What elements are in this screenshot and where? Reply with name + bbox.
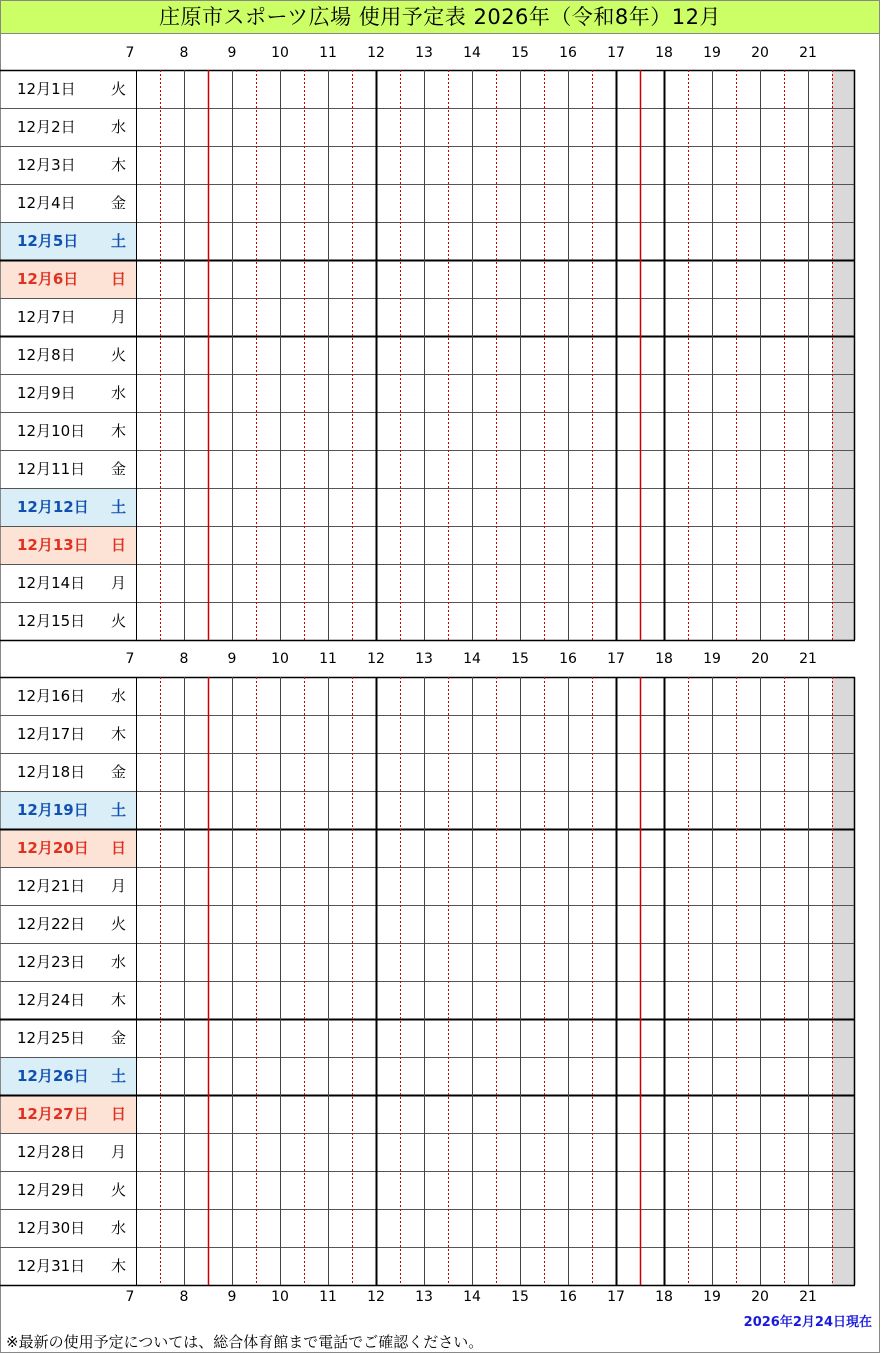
hour-label: 12 bbox=[367, 45, 385, 61]
day-row bbox=[0, 1247, 855, 1285]
day-label bbox=[0, 905, 136, 943]
date-text: 12月13日 bbox=[17, 536, 89, 554]
date-text: 12月2日 bbox=[17, 118, 76, 136]
date-text: 12月12日 bbox=[17, 498, 89, 516]
date-text: 12月7日 bbox=[17, 308, 76, 326]
hour-label: 20 bbox=[751, 45, 769, 61]
date-text: 12月22日 bbox=[17, 915, 86, 933]
hour-label: 17 bbox=[607, 651, 625, 667]
day-row bbox=[0, 450, 855, 488]
day-label bbox=[0, 829, 136, 867]
weekday-text: 金 bbox=[111, 763, 127, 781]
day-label bbox=[0, 791, 136, 829]
hour-label: 21 bbox=[799, 1289, 817, 1305]
day-row bbox=[0, 1057, 855, 1095]
day-label bbox=[0, 753, 136, 791]
hour-label: 16 bbox=[559, 1289, 577, 1305]
weekday-text: 金 bbox=[111, 1029, 127, 1047]
weekday-text: 月 bbox=[111, 308, 127, 326]
day-time-slots bbox=[136, 715, 855, 753]
day-row bbox=[0, 1019, 855, 1057]
weekday-text: 日 bbox=[111, 270, 127, 288]
day-time-slots bbox=[136, 222, 855, 260]
weekday-text: 土 bbox=[111, 1067, 127, 1085]
date-text: 12月26日 bbox=[17, 1067, 89, 1085]
day-label bbox=[0, 222, 136, 260]
hour-label: 14 bbox=[463, 1289, 481, 1305]
day-time-slots bbox=[136, 70, 855, 108]
weekday-text: 火 bbox=[111, 612, 127, 630]
day-label bbox=[0, 715, 136, 753]
date-text: 12月19日 bbox=[17, 801, 89, 819]
weekday-text: 火 bbox=[111, 915, 127, 933]
hour-label: 13 bbox=[415, 651, 433, 667]
date-text: 12月29日 bbox=[17, 1181, 86, 1199]
date-text: 12月16日 bbox=[17, 687, 86, 705]
day-label bbox=[0, 1209, 136, 1247]
day-time-slots bbox=[136, 753, 855, 791]
day-row bbox=[0, 488, 855, 526]
date-text: 12月17日 bbox=[17, 725, 86, 743]
date-text: 12月20日 bbox=[17, 839, 89, 857]
day-row bbox=[0, 829, 855, 867]
day-row bbox=[0, 146, 855, 184]
weekday-text: 日 bbox=[111, 839, 127, 857]
hour-label: 17 bbox=[607, 45, 625, 61]
hour-label: 18 bbox=[655, 651, 673, 667]
weekday-text: 金 bbox=[111, 460, 127, 478]
hour-label: 7 bbox=[125, 1289, 135, 1305]
day-row bbox=[0, 526, 855, 564]
day-row bbox=[0, 184, 855, 222]
footer-note: ※最新の使用予定については、総合体育館まで電話でご確認ください。 bbox=[6, 1333, 484, 1351]
day-time-slots bbox=[136, 905, 855, 943]
date-text: 12月10日 bbox=[17, 422, 86, 440]
hour-label: 10 bbox=[271, 651, 289, 667]
weekday-text: 日 bbox=[111, 536, 127, 554]
day-row bbox=[0, 943, 855, 981]
day-label bbox=[0, 867, 136, 905]
day-time-slots bbox=[136, 791, 855, 829]
hour-header-row bbox=[0, 1287, 880, 1307]
day-label bbox=[0, 260, 136, 298]
hour-label: 15 bbox=[511, 1289, 529, 1305]
day-time-slots bbox=[136, 943, 855, 981]
day-row bbox=[0, 108, 855, 146]
day-label bbox=[0, 488, 136, 526]
date-text: 12月24日 bbox=[17, 991, 86, 1009]
hour-label: 21 bbox=[799, 45, 817, 61]
day-time-slots bbox=[136, 450, 855, 488]
date-text: 12月27日 bbox=[17, 1105, 89, 1123]
hour-label: 16 bbox=[559, 45, 577, 61]
day-label bbox=[0, 602, 136, 640]
day-row bbox=[0, 336, 855, 374]
weekday-text: 木 bbox=[111, 991, 127, 1009]
day-row bbox=[0, 1133, 855, 1171]
day-time-slots bbox=[136, 336, 855, 374]
hour-label: 10 bbox=[271, 45, 289, 61]
hour-label: 8 bbox=[179, 45, 189, 61]
day-label bbox=[0, 1019, 136, 1057]
hour-label: 9 bbox=[227, 45, 237, 61]
day-row bbox=[0, 602, 855, 640]
date-text: 12月30日 bbox=[17, 1219, 86, 1237]
day-time-slots bbox=[136, 1209, 855, 1247]
date-text: 12月1日 bbox=[17, 80, 76, 98]
day-time-slots bbox=[136, 1019, 855, 1057]
date-text: 12月23日 bbox=[17, 953, 86, 971]
day-row bbox=[0, 222, 855, 260]
day-time-slots bbox=[136, 146, 855, 184]
date-text: 12月21日 bbox=[17, 877, 86, 895]
hour-label: 12 bbox=[367, 1289, 385, 1305]
day-row bbox=[0, 1171, 855, 1209]
hour-label: 11 bbox=[319, 651, 337, 667]
day-row bbox=[0, 260, 855, 298]
weekday-text: 火 bbox=[111, 1181, 127, 1199]
day-time-slots bbox=[136, 1095, 855, 1133]
day-label bbox=[0, 298, 136, 336]
hour-label: 8 bbox=[179, 651, 189, 667]
day-row bbox=[0, 1209, 855, 1247]
day-time-slots bbox=[136, 374, 855, 412]
day-time-slots bbox=[136, 108, 855, 146]
hour-label: 19 bbox=[703, 45, 721, 61]
day-time-slots bbox=[136, 184, 855, 222]
day-time-slots bbox=[136, 677, 855, 715]
date-text: 12月14日 bbox=[17, 574, 86, 592]
day-label bbox=[0, 146, 136, 184]
day-label bbox=[0, 677, 136, 715]
day-row bbox=[0, 70, 855, 108]
hour-label: 13 bbox=[415, 1289, 433, 1305]
day-time-slots bbox=[136, 829, 855, 867]
day-label bbox=[0, 1095, 136, 1133]
weekday-text: 木 bbox=[111, 1257, 127, 1275]
day-time-slots bbox=[136, 488, 855, 526]
day-row bbox=[0, 677, 855, 715]
date-text: 12月4日 bbox=[17, 194, 76, 212]
day-time-slots bbox=[136, 602, 855, 640]
day-row bbox=[0, 981, 855, 1019]
day-label bbox=[0, 943, 136, 981]
day-row bbox=[0, 298, 855, 336]
hour-label: 11 bbox=[319, 45, 337, 61]
date-text: 12月5日 bbox=[17, 232, 79, 250]
hour-label: 19 bbox=[703, 651, 721, 667]
hour-label: 15 bbox=[511, 651, 529, 667]
hour-label: 10 bbox=[271, 1289, 289, 1305]
hour-label: 17 bbox=[607, 1289, 625, 1305]
weekday-text: 木 bbox=[111, 422, 127, 440]
hour-label: 12 bbox=[367, 651, 385, 667]
day-time-slots bbox=[136, 1247, 855, 1285]
day-time-slots bbox=[136, 564, 855, 602]
day-label bbox=[0, 70, 136, 108]
hour-label: 20 bbox=[751, 651, 769, 667]
day-row bbox=[0, 412, 855, 450]
hour-label: 19 bbox=[703, 1289, 721, 1305]
day-label bbox=[0, 336, 136, 374]
day-label bbox=[0, 981, 136, 1019]
day-label bbox=[0, 374, 136, 412]
day-row bbox=[0, 564, 855, 602]
day-label bbox=[0, 1133, 136, 1171]
day-label bbox=[0, 564, 136, 602]
day-time-slots bbox=[136, 981, 855, 1019]
date-text: 12月28日 bbox=[17, 1143, 86, 1161]
weekday-text: 土 bbox=[111, 801, 127, 819]
day-time-slots bbox=[136, 298, 855, 336]
hour-label: 14 bbox=[463, 45, 481, 61]
day-label bbox=[0, 1057, 136, 1095]
date-text: 12月9日 bbox=[17, 384, 76, 402]
day-time-slots bbox=[136, 526, 855, 564]
date-text: 12月18日 bbox=[17, 763, 86, 781]
weekday-text: 日 bbox=[111, 1105, 127, 1123]
weekday-text: 水 bbox=[111, 118, 127, 136]
day-label bbox=[0, 1171, 136, 1209]
weekday-text: 木 bbox=[111, 156, 127, 174]
day-row bbox=[0, 905, 855, 943]
day-row bbox=[0, 753, 855, 791]
day-row bbox=[0, 1095, 855, 1133]
day-time-slots bbox=[136, 1133, 855, 1171]
hour-label: 14 bbox=[463, 651, 481, 667]
hour-label: 9 bbox=[227, 651, 237, 667]
day-label bbox=[0, 450, 136, 488]
date-text: 12月3日 bbox=[17, 156, 76, 174]
hour-label: 7 bbox=[125, 651, 135, 667]
weekday-text: 火 bbox=[111, 80, 127, 98]
hour-label: 13 bbox=[415, 45, 433, 61]
day-time-slots bbox=[136, 867, 855, 905]
day-row bbox=[0, 715, 855, 753]
hour-label: 8 bbox=[179, 1289, 189, 1305]
day-row bbox=[0, 791, 855, 829]
date-text: 12月11日 bbox=[17, 460, 86, 478]
hour-label: 7 bbox=[125, 45, 135, 61]
day-time-slots bbox=[136, 1171, 855, 1209]
hour-label: 21 bbox=[799, 651, 817, 667]
hour-label: 18 bbox=[655, 1289, 673, 1305]
hour-label: 16 bbox=[559, 651, 577, 667]
date-text: 12月6日 bbox=[17, 270, 79, 288]
hour-header-row bbox=[0, 43, 880, 63]
hour-header-row bbox=[0, 649, 880, 669]
day-label bbox=[0, 412, 136, 450]
weekday-text: 水 bbox=[111, 1219, 127, 1237]
date-text: 12月8日 bbox=[17, 346, 76, 364]
hour-label: 9 bbox=[227, 1289, 237, 1305]
weekday-text: 水 bbox=[111, 953, 127, 971]
hour-label: 11 bbox=[319, 1289, 337, 1305]
hour-label: 15 bbox=[511, 45, 529, 61]
hour-label: 18 bbox=[655, 45, 673, 61]
weekday-text: 土 bbox=[111, 232, 127, 250]
hour-label: 20 bbox=[751, 1289, 769, 1305]
day-label bbox=[0, 184, 136, 222]
weekday-text: 月 bbox=[111, 574, 127, 592]
weekday-text: 月 bbox=[111, 1143, 127, 1161]
weekday-text: 土 bbox=[111, 498, 127, 516]
day-row bbox=[0, 867, 855, 905]
weekday-text: 水 bbox=[111, 687, 127, 705]
weekday-text: 月 bbox=[111, 877, 127, 895]
day-time-slots bbox=[136, 412, 855, 450]
date-text: 12月25日 bbox=[17, 1029, 86, 1047]
date-text: 12月31日 bbox=[17, 1257, 86, 1275]
day-time-slots bbox=[136, 260, 855, 298]
day-row bbox=[0, 374, 855, 412]
weekday-text: 水 bbox=[111, 384, 127, 402]
page-title: 庄原市スポーツ広場 使用予定表 2026年（令和8年）12月 bbox=[0, 0, 880, 34]
weekday-text: 火 bbox=[111, 346, 127, 364]
as-of-date: 2026年2月24日現在 bbox=[743, 1315, 872, 1330]
day-time-slots bbox=[136, 1057, 855, 1095]
day-label bbox=[0, 526, 136, 564]
day-label bbox=[0, 1247, 136, 1285]
weekday-text: 金 bbox=[111, 194, 127, 212]
day-label bbox=[0, 108, 136, 146]
date-text: 12月15日 bbox=[17, 612, 86, 630]
weekday-text: 木 bbox=[111, 725, 127, 743]
